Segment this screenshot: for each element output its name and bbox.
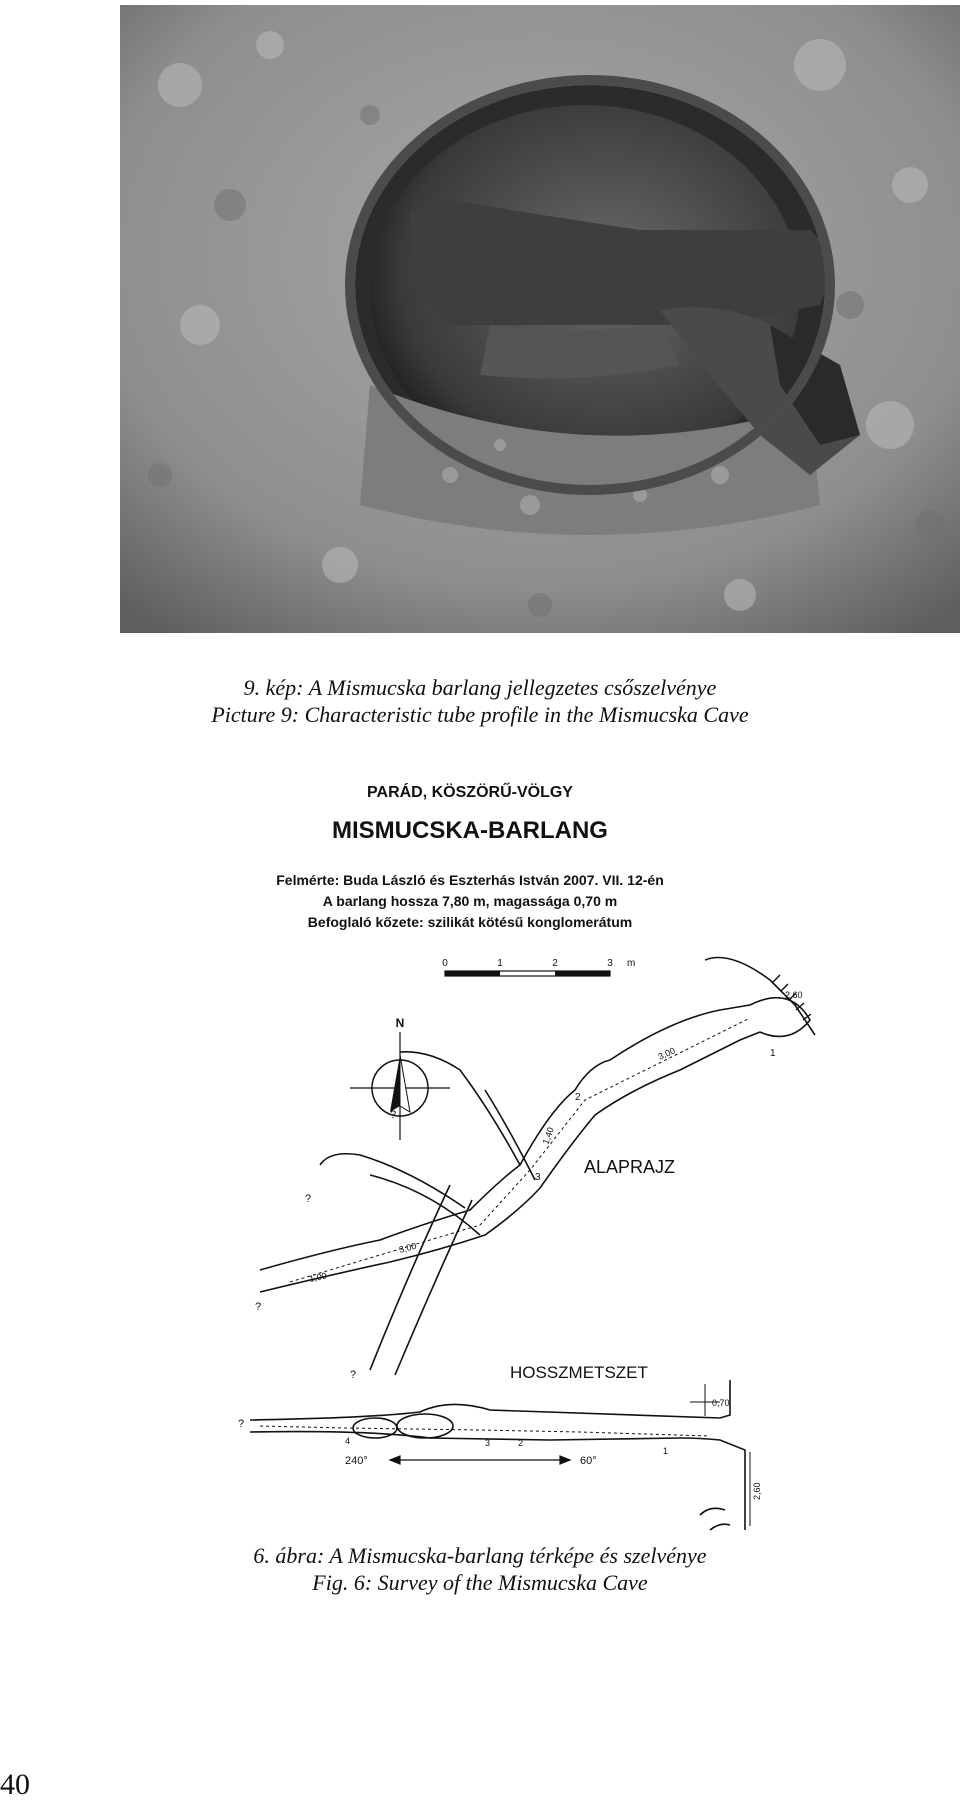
photo-caption-hu: 9. kép: A Mismucska barlang jellegzetes csőszelvénye (243, 675, 717, 700)
north-label: N (395, 1016, 405, 1030)
plan-station-2: 2 (575, 1092, 581, 1103)
survey-info-1: Felmérte: Buda László és Eszterhás István 2007. VII. 12-én (276, 872, 664, 888)
plan-unknown-4: ? (350, 1369, 357, 1381)
plan-station-1: 1 (770, 1048, 776, 1059)
plan-unknown-2: ? (305, 1193, 312, 1205)
survey-caption-hu: 6. ábra: A Mismucska-barlang térképe és szelvénye (253, 1543, 707, 1568)
scale-unit: m (627, 958, 636, 969)
section-station-2: 2 (518, 1438, 524, 1448)
plan-view (260, 958, 815, 1376)
scale-label-2: 2 (552, 958, 558, 969)
scale-label-0: 0 (442, 958, 448, 969)
plan-unknown-1: ? (390, 1109, 397, 1121)
plan-station-3: 3 (535, 1172, 541, 1183)
north-arrow-icon (350, 1016, 450, 1140)
section-angle-arrow (390, 1456, 570, 1464)
photo-caption-en: Picture 9: Characteristic tube profile in the Mismucska Cave (211, 702, 749, 727)
section-station-3: 3 (485, 1438, 491, 1448)
section-station-1: 1 (663, 1446, 669, 1456)
section-dim-depth: 2,60 (752, 1482, 762, 1500)
plan-measure-5: 2,60 (785, 990, 803, 1000)
section-view (250, 1380, 750, 1530)
section-station-4: 4 (345, 1436, 351, 1446)
section-survey-line (260, 1426, 710, 1436)
plan-measure-4: 1,00 (308, 1270, 328, 1284)
plan-measure-2: 1,40 (540, 1125, 556, 1146)
survey-info-3: Befoglaló kőzete: szilikát kötésű konglomerátum (307, 914, 633, 930)
survey-location: PARÁD, KÖSZÖRŰ-VÖLGY (367, 784, 573, 801)
plan-label: ALAPRAJZ (584, 1157, 676, 1177)
cave-tube-photo (120, 5, 960, 633)
scale-label-1: 1 (497, 958, 503, 969)
survey-caption (0, 1542, 960, 1596)
plan-measure-1: 3,00 (656, 1045, 677, 1062)
photo-caption (0, 674, 960, 728)
survey-cave-name: MISMUCSKA-BARLANG (332, 817, 608, 844)
section-angle-60: 60° (580, 1455, 597, 1467)
survey-caption-en: Fig. 6: Survey of the Mismucska Cave (312, 1570, 648, 1595)
scale-bar (442, 958, 635, 976)
scale-label-3: 3 (607, 958, 613, 969)
cave-survey-map (238, 770, 810, 1530)
section-label: HOSSZMETSZET (510, 1363, 648, 1382)
plan-unknown-3: ? (255, 1301, 262, 1313)
section-dim-height: 0,70 (712, 1398, 730, 1408)
plan-measure-3: 3,00 (397, 1240, 418, 1255)
survey-info-2: A barlang hossza 7,80 m, magassága 0,70 m (322, 893, 618, 909)
section-unknown: ? (238, 1418, 245, 1430)
page-number: 40 (0, 1768, 30, 1801)
section-angle-240: 240° (345, 1455, 368, 1467)
